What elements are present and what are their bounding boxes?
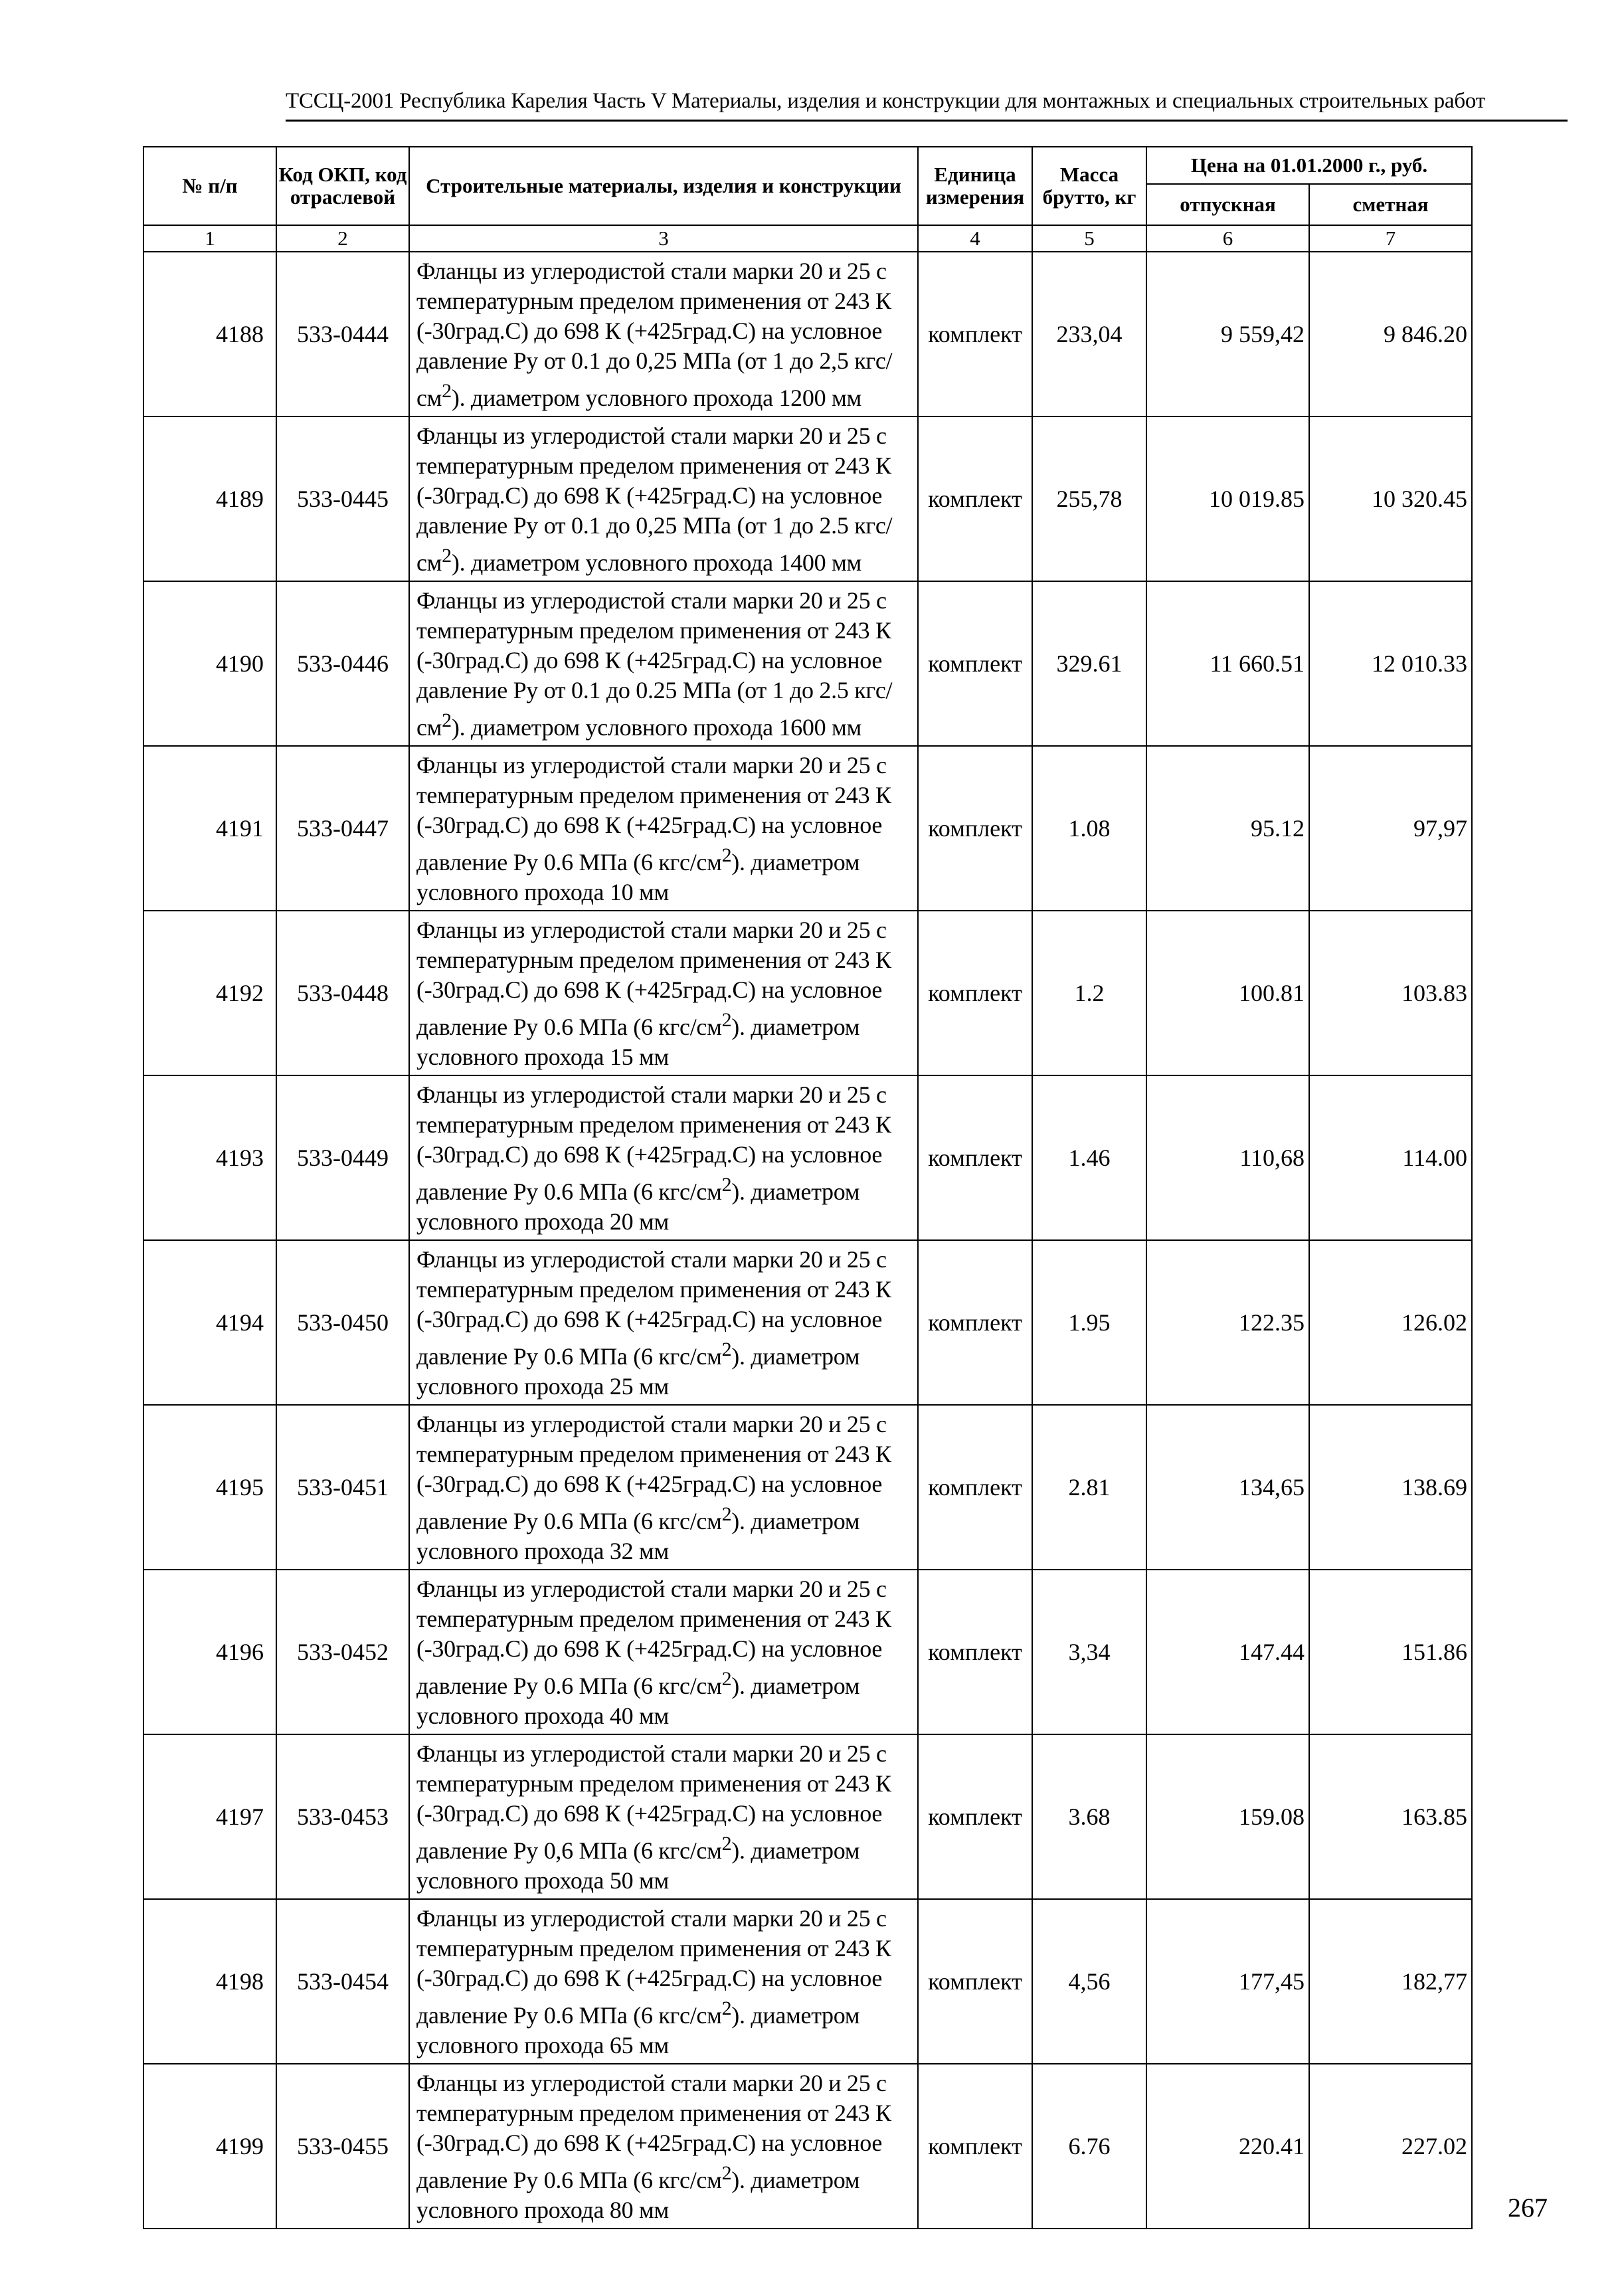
estimate-price: 138.69 [1309,1405,1472,1570]
table-row [143,1734,1472,1899]
gross-mass: 4,56 [1032,1899,1146,2064]
release-price: 177,45 [1146,1899,1309,2064]
description-text: Фланцы из углеродистой стали марки 20 и 25 с температурным пределом применения от 243 К (-30град.С) до 698 К (+425град.С) на условное давление Ру 0.6 МПа (6 кгс/см [416,2070,891,2193]
column-number-row [143,225,1472,252]
release-price: 9 559,42 [1146,252,1309,416]
table-row [143,1240,1472,1405]
description-superscript: 2 [721,1833,732,1855]
estimate-price: 227.02 [1309,2064,1472,2229]
gross-mass: 3.68 [1032,1734,1146,1899]
okp-code: 533-0446 [276,581,409,746]
release-price: 10 019.85 [1146,416,1309,581]
column-number: 5 [1032,225,1146,252]
row-number: 4191 [143,746,276,911]
description-tail: ). диаметром условного прохода 25 мм [416,1343,860,1400]
material-description [409,1405,918,1570]
unit-of-measure: комплект [918,1899,1032,2064]
description-superscript: 2 [721,1174,732,1196]
row-number: 4195 [143,1405,276,1570]
okp-code: 533-0449 [276,1075,409,1240]
header-code: Код ОКП, код отраслевой [276,147,409,225]
gross-mass: 1.2 [1032,911,1146,1075]
material-description [409,2064,918,2229]
gross-mass: 1.46 [1032,1075,1146,1240]
material-description [409,1734,918,1899]
unit-of-measure: комплект [918,911,1032,1075]
description-text: Фланцы из углеродистой стали марки 20 и 25 с температурным пределом применения от 243 К (-30град.С) до 698 К (+425град.С) на условное давление Ру 0.6 МПа (6 кгс/см [416,1576,891,1699]
description-superscript: 2 [721,1009,732,1031]
estimate-price: 97,97 [1309,746,1472,911]
estimate-price: 151.86 [1309,1570,1472,1734]
header-price-estimate: сметная [1309,184,1472,225]
estimate-price: 103.83 [1309,911,1472,1075]
row-number: 4193 [143,1075,276,1240]
description-tail: ). диаметром условного прохода 15 мм [416,1014,860,1070]
description-tail: ). диаметром условного прохода 50 мм [416,1837,860,1894]
release-price: 11 660.51 [1146,581,1309,746]
gross-mass: 3,34 [1032,1570,1146,1734]
estimate-price: 10 320.45 [1309,416,1472,581]
estimate-price: 12 010.33 [1309,581,1472,746]
gross-mass: 2.81 [1032,1405,1146,1570]
estimate-price: 163.85 [1309,1734,1472,1899]
header-name: Строительные материалы, изделия и конструкции [409,147,918,225]
description-superscript: 2 [442,709,452,731]
description-text: Фланцы из углеродистой стали марки 20 и 25 с температурным пределом применения от 243 К (-30град.С) до 698 К (+425град.С) на условное давление Ру 0,6 МПа (6 кгс/см [416,1740,891,1864]
unit-of-measure: комплект [918,1734,1032,1899]
table-row [143,252,1472,416]
running-header: ТССЦ-2001 Республика Карелия Часть V Материалы, изделия и конструкции для монтажных и специальных строительных работ [286,89,1485,113]
gross-mass: 1.95 [1032,1240,1146,1405]
column-number: 3 [409,225,918,252]
column-number: 4 [918,225,1032,252]
unit-of-measure: комплект [918,2064,1032,2229]
description-superscript: 2 [721,2162,732,2184]
description-text: Фланцы из углеродистой стали марки 20 и 25 с температурным пределом применения от 243 К (-30град.С) до 698 К (+425град.С) на условное давление Ру 0.6 МПа (6 кгс/см [416,917,891,1040]
material-description [409,252,918,416]
page-number: 267 [1508,2193,1548,2223]
estimate-price: 182,77 [1309,1899,1472,2064]
material-description [409,746,918,911]
unit-of-measure: комплект [918,1570,1032,1734]
release-price: 100.81 [1146,911,1309,1075]
gross-mass: 329.61 [1032,581,1146,746]
release-price: 122.35 [1146,1240,1309,1405]
material-description [409,1075,918,1240]
okp-code: 533-0445 [276,416,409,581]
material-description [409,581,918,746]
row-number: 4199 [143,2064,276,2229]
header-price-release: отпускная [1146,184,1309,225]
table-row [143,416,1472,581]
row-number: 4194 [143,1240,276,1405]
gross-mass: 1.08 [1032,746,1146,911]
unit-of-measure: комплект [918,1240,1032,1405]
description-tail: ). диаметром условного прохода 10 мм [416,849,860,905]
header-num: № п/п [143,147,276,225]
material-description [409,911,918,1075]
unit-of-measure: комплект [918,746,1032,911]
description-tail: ). диаметром условного прохода 1400 мм [451,549,861,576]
row-number: 4189 [143,416,276,581]
estimate-price: 126.02 [1309,1240,1472,1405]
estimate-price: 9 846.20 [1309,252,1472,416]
table-body [143,252,1472,2229]
okp-code: 533-0454 [276,1899,409,2064]
row-number: 4188 [143,252,276,416]
row-number: 4192 [143,911,276,1075]
header-price-group: Цена на 01.01.2000 г., руб. [1146,147,1472,184]
description-tail: ). диаметром условного прохода 1200 мм [451,385,861,411]
row-number: 4198 [143,1899,276,2064]
okp-code: 533-0452 [276,1570,409,1734]
description-superscript: 2 [442,380,452,402]
description-text: Фланцы из углеродистой стали марки 20 и 25 с температурным пределом применения от 243 К (-30град.С) до 698 К (+425град.С) на условное давление Ру 0.6 МПа (6 кгс/см [416,1411,891,1534]
price-table [143,146,1473,2229]
material-description [409,1570,918,1734]
column-number: 7 [1309,225,1472,252]
description-text: Фланцы из углеродистой стали марки 20 и 25 с температурным пределом применения от 243 К (-30град.С) до 698 К (+425град.С) на условное давление Ру от 0.1 до 0,25 МПа (от 1 до 2.5 кгс/см [416,422,893,576]
okp-code: 533-0448 [276,911,409,1075]
unit-of-measure: комплект [918,252,1032,416]
row-number: 4196 [143,1570,276,1734]
column-number: 6 [1146,225,1309,252]
release-price: 134,65 [1146,1405,1309,1570]
unit-of-measure: комплект [918,581,1032,746]
table-row [143,2064,1472,2229]
table-row [143,1405,1472,1570]
description-superscript: 2 [721,1997,732,2019]
description-superscript: 2 [721,1668,732,1690]
release-price: 159.08 [1146,1734,1309,1899]
okp-code: 533-0453 [276,1734,409,1899]
description-tail: ). диаметром условного прохода 80 мм [416,2167,860,2223]
material-description [409,1240,918,1405]
description-text: Фланцы из углеродистой стали марки 20 и 25 с температурным пределом применения от 243 К (-30град.С) до 698 К (+425град.С) на условное давление Ру 0.6 МПа (6 кгс/см [416,1905,891,2029]
okp-code: 533-0450 [276,1240,409,1405]
description-superscript: 2 [721,844,732,866]
description-tail: ). диаметром условного прохода 40 мм [416,1673,860,1729]
okp-code: 533-0447 [276,746,409,911]
table-row [143,581,1472,746]
table-row [143,1899,1472,2064]
column-number: 1 [143,225,276,252]
row-number: 4197 [143,1734,276,1899]
gross-mass: 233,04 [1032,252,1146,416]
description-text: Фланцы из углеродистой стали марки 20 и 25 с температурным пределом применения от 243 К (-30град.С) до 698 К (+425град.С) на условное давление Ру от 0.1 до 0.25 МПа (от 1 до 2.5 кгс/см [416,587,893,741]
column-number: 2 [276,225,409,252]
gross-mass: 6.76 [1032,2064,1146,2229]
gross-mass: 255,78 [1032,416,1146,581]
release-price: 220.41 [1146,2064,1309,2229]
table-row [143,1570,1472,1734]
okp-code: 533-0455 [276,2064,409,2229]
description-superscript: 2 [721,1503,732,1525]
description-tail: ). диаметром условного прохода 1600 мм [451,714,861,741]
header-rule [286,120,1568,122]
row-number: 4190 [143,581,276,746]
description-text: Фланцы из углеродистой стали марки 20 и 25 с температурным пределом применения от 243 К (-30град.С) до 698 К (+425град.С) на условное давление Ру 0.6 МПа (6 кгс/см [416,1246,891,1370]
header-unit: Единица измерения [918,147,1032,225]
description-text: Фланцы из углеродистой стали марки 20 и 25 с температурным пределом применения от 243 К (-30град.С) до 698 К (+425град.С) на условное давление Ру 0.6 МПа (6 кгс/см [416,752,891,875]
header-mass: Масса брутто, кг [1032,147,1146,225]
table-row [143,746,1472,911]
release-price: 110,68 [1146,1075,1309,1240]
release-price: 95.12 [1146,746,1309,911]
material-description [409,1899,918,2064]
unit-of-measure: комплект [918,1405,1032,1570]
table-row [143,911,1472,1075]
description-superscript: 2 [442,545,452,567]
description-superscript: 2 [721,1338,732,1360]
material-description [409,416,918,581]
description-text: Фланцы из углеродистой стали марки 20 и 25 с температурным пределом применения от 243 К (-30град.С) до 698 К (+425град.С) на условное давление Ру 0.6 МПа (6 кгс/см [416,1081,891,1205]
okp-code: 533-0444 [276,252,409,416]
table-row [143,1075,1472,1240]
description-tail: ). диаметром условного прохода 65 мм [416,2002,860,2059]
estimate-price: 114.00 [1309,1075,1472,1240]
description-tail: ). диаметром условного прохода 20 мм [416,1178,860,1235]
okp-code: 533-0451 [276,1405,409,1570]
description-tail: ). диаметром условного прохода 32 мм [416,1508,860,1564]
unit-of-measure: комплект [918,1075,1032,1240]
release-price: 147.44 [1146,1570,1309,1734]
description-text: Фланцы из углеродистой стали марки 20 и 25 с температурным пределом применения от 243 К (-30град.С) до 698 К (+425град.С) на условное давление Ру от 0.1 до 0,25 МПа (от 1 до 2,5 кгс/см [416,258,893,411]
unit-of-measure: комплект [918,416,1032,581]
